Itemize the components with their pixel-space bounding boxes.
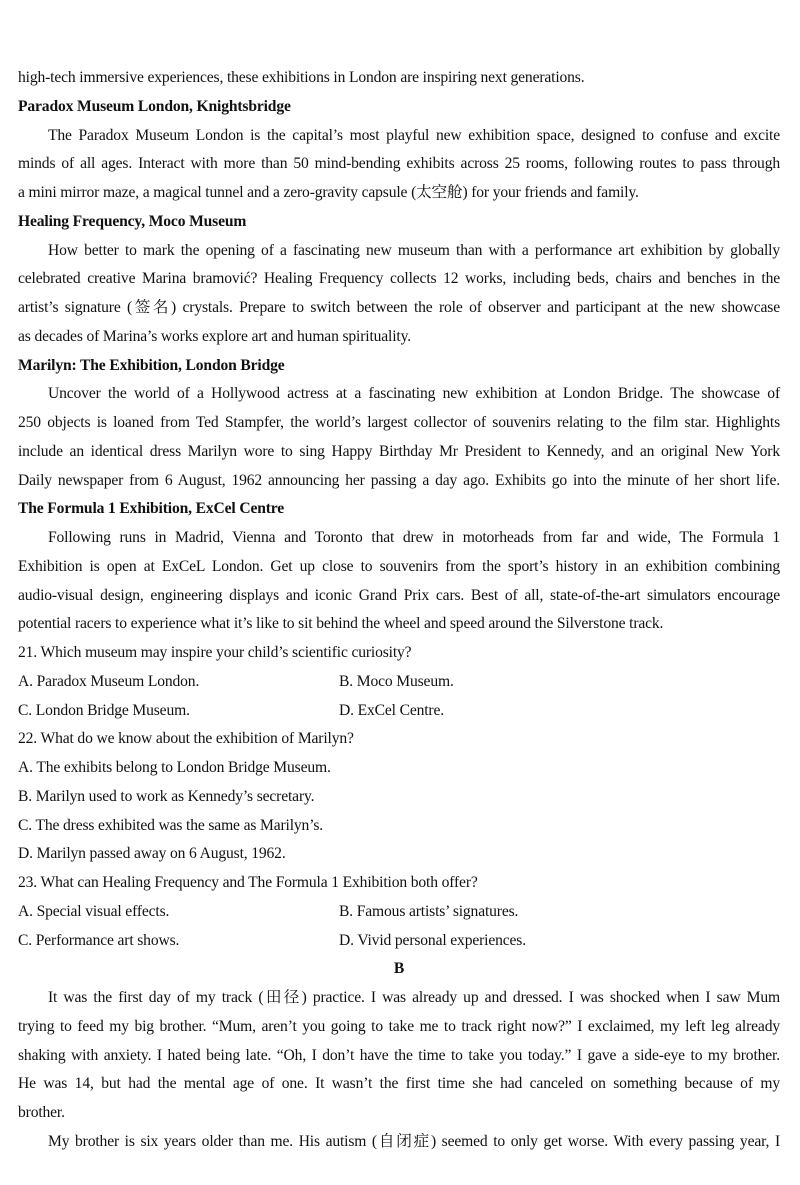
passage-b-paragraph-2	[18, 1128, 780, 1157]
question-22-stem: 22. What do we know about the exhibition of Marilyn?	[18, 730, 354, 748]
question-23-options-row-2	[18, 927, 780, 956]
text-line: My brother is six years older than me. His autism (自闭症) seemed to only get worse. With every passing year, I	[48, 1132, 780, 1150]
option-21-b: B. Moco Museum.	[339, 672, 454, 690]
option-22-b: B. Marilyn used to work as Kennedy’s secretary.	[18, 787, 315, 805]
text-line: trying to feed my big brother. “Mum, aren’t you going to take me to track right now?” I exclaimed, my left leg already	[18, 1017, 780, 1035]
question-21-options-row-2	[18, 697, 780, 726]
section-body-healing-frequency	[18, 237, 780, 352]
passage-a-tail	[18, 64, 780, 93]
option-23-b: B. Famous artists’ signatures.	[339, 902, 519, 920]
passage-b-heading: B	[393, 960, 405, 978]
text-line: a mini mirror maze, a magical tunnel and a zero-gravity capsule (太空舱) for your friends and family.	[18, 184, 639, 201]
option-21-a: A. Paradox Museum London.	[18, 672, 200, 690]
text-line: potential racers to experience what it’s like to sit behind the wheel and speed around the Silverstone track.	[18, 615, 664, 633]
option-22-a: A. The exhibits belong to London Bridge Museum.	[18, 759, 331, 776]
text-line: audio-visual design, engineering displays and iconic Grand Prix cars. Best of all, state-of-the-art simulators encourage	[18, 586, 780, 604]
question-23-stem: 23. What can Healing Frequency and The Formula 1 Exhibition both offer?	[18, 874, 478, 891]
option-22-c: C. The dress exhibited was the same as Marilyn’s.	[18, 816, 324, 834]
section-heading-formula1: The Formula 1 Exhibition, ExCel Centre	[18, 500, 285, 518]
text-line: brother.	[18, 1104, 65, 1121]
question-21-options-row-1	[18, 668, 780, 697]
option-23-c: C. Performance art shows.	[18, 931, 180, 949]
text-line: shaking with anxiety. I hated being late. “Oh, I don’t have the time to take you today.” I gave a side-eye to my brother.	[18, 1046, 780, 1064]
text-line: minds of all ages. Interact with more than 50 mind-bending exhibits across 25 rooms, following routes to pass through	[18, 155, 780, 173]
text-line: Daily newspaper from 6 August, 1962 announcing her passing a day ago. Exhibits go into the minute of her short life.	[18, 471, 780, 489]
option-23-d: D. Vivid personal experiences.	[339, 931, 526, 949]
section-body-marilyn	[18, 380, 780, 495]
text-line: Following runs in Madrid, Vienna and Toronto that drew in motorheads from far and wide, The Formula 1	[48, 529, 780, 546]
option-21-d: D. ExCel Centre.	[339, 701, 444, 719]
question-23-options-row-1	[18, 898, 780, 927]
text-line: include an identical dress Marilyn wore to sing Happy Birthday Mr President to Kennedy, and an original New York	[18, 442, 780, 460]
option-21-c: C. London Bridge Museum.	[18, 701, 190, 719]
text-line: celebrated creative Marina bramović? Healing Frequency collects 12 works, including beds, chairs and benches in the	[18, 270, 780, 288]
text-line: How better to mark the opening of a fascinating new museum than with a performance art exhibition by globally	[48, 241, 780, 259]
section-body-formula1	[18, 524, 780, 639]
question-21-stem: 21. Which museum may inspire your child’s scientific curiosity?	[18, 644, 412, 661]
section-heading-healing-frequency: Healing Frequency, Moco Museum	[18, 212, 247, 230]
exam-page	[18, 64, 780, 1157]
text-line: It was the first day of my track (田径) practice. I was already up and dressed. I was shocked when I saw Mum	[48, 989, 780, 1006]
text-line: He was 14, but had the mental age of one. It wasn’t the first time she had canceled on something because of my	[18, 1075, 780, 1093]
option-23-a: A. Special visual effects.	[18, 902, 170, 920]
passage-b-paragraph-1	[18, 984, 780, 1128]
text-line: The Paradox Museum London is the capital’s most playful new exhibition space, designed to confuse and excite	[48, 126, 780, 144]
text-line: high-tech immersive experiences, these exhibitions in London are inspiring next generations.	[18, 69, 585, 86]
section-heading-paradox: Paradox Museum London, Knightsbridge	[18, 97, 291, 115]
text-line: artist’s signature (签名) crystals. Prepare to switch between the role of observer and participant at the new showcase	[18, 299, 780, 316]
section-body-paradox	[18, 122, 780, 208]
text-line: as decades of Marina’s works explore art and human spirituality.	[18, 327, 411, 345]
section-heading-marilyn: Marilyn: The Exhibition, London Bridge	[18, 356, 285, 374]
text-line: Uncover the world of a Hollywood actress at a fascinating new exhibition at London Bridge. The showcase of	[48, 385, 780, 403]
text-line: Exhibition is open at ExCeL London. Get up close to souvenirs from the sport’s history in an exhibition combining	[18, 557, 780, 575]
option-22-d: D. Marilyn passed away on 6 August, 1962.	[18, 845, 286, 863]
text-line: 250 objects is loaned from Ted Stampfer, the world’s largest collector of souvenirs relating to the film star. Highlights	[18, 414, 780, 431]
